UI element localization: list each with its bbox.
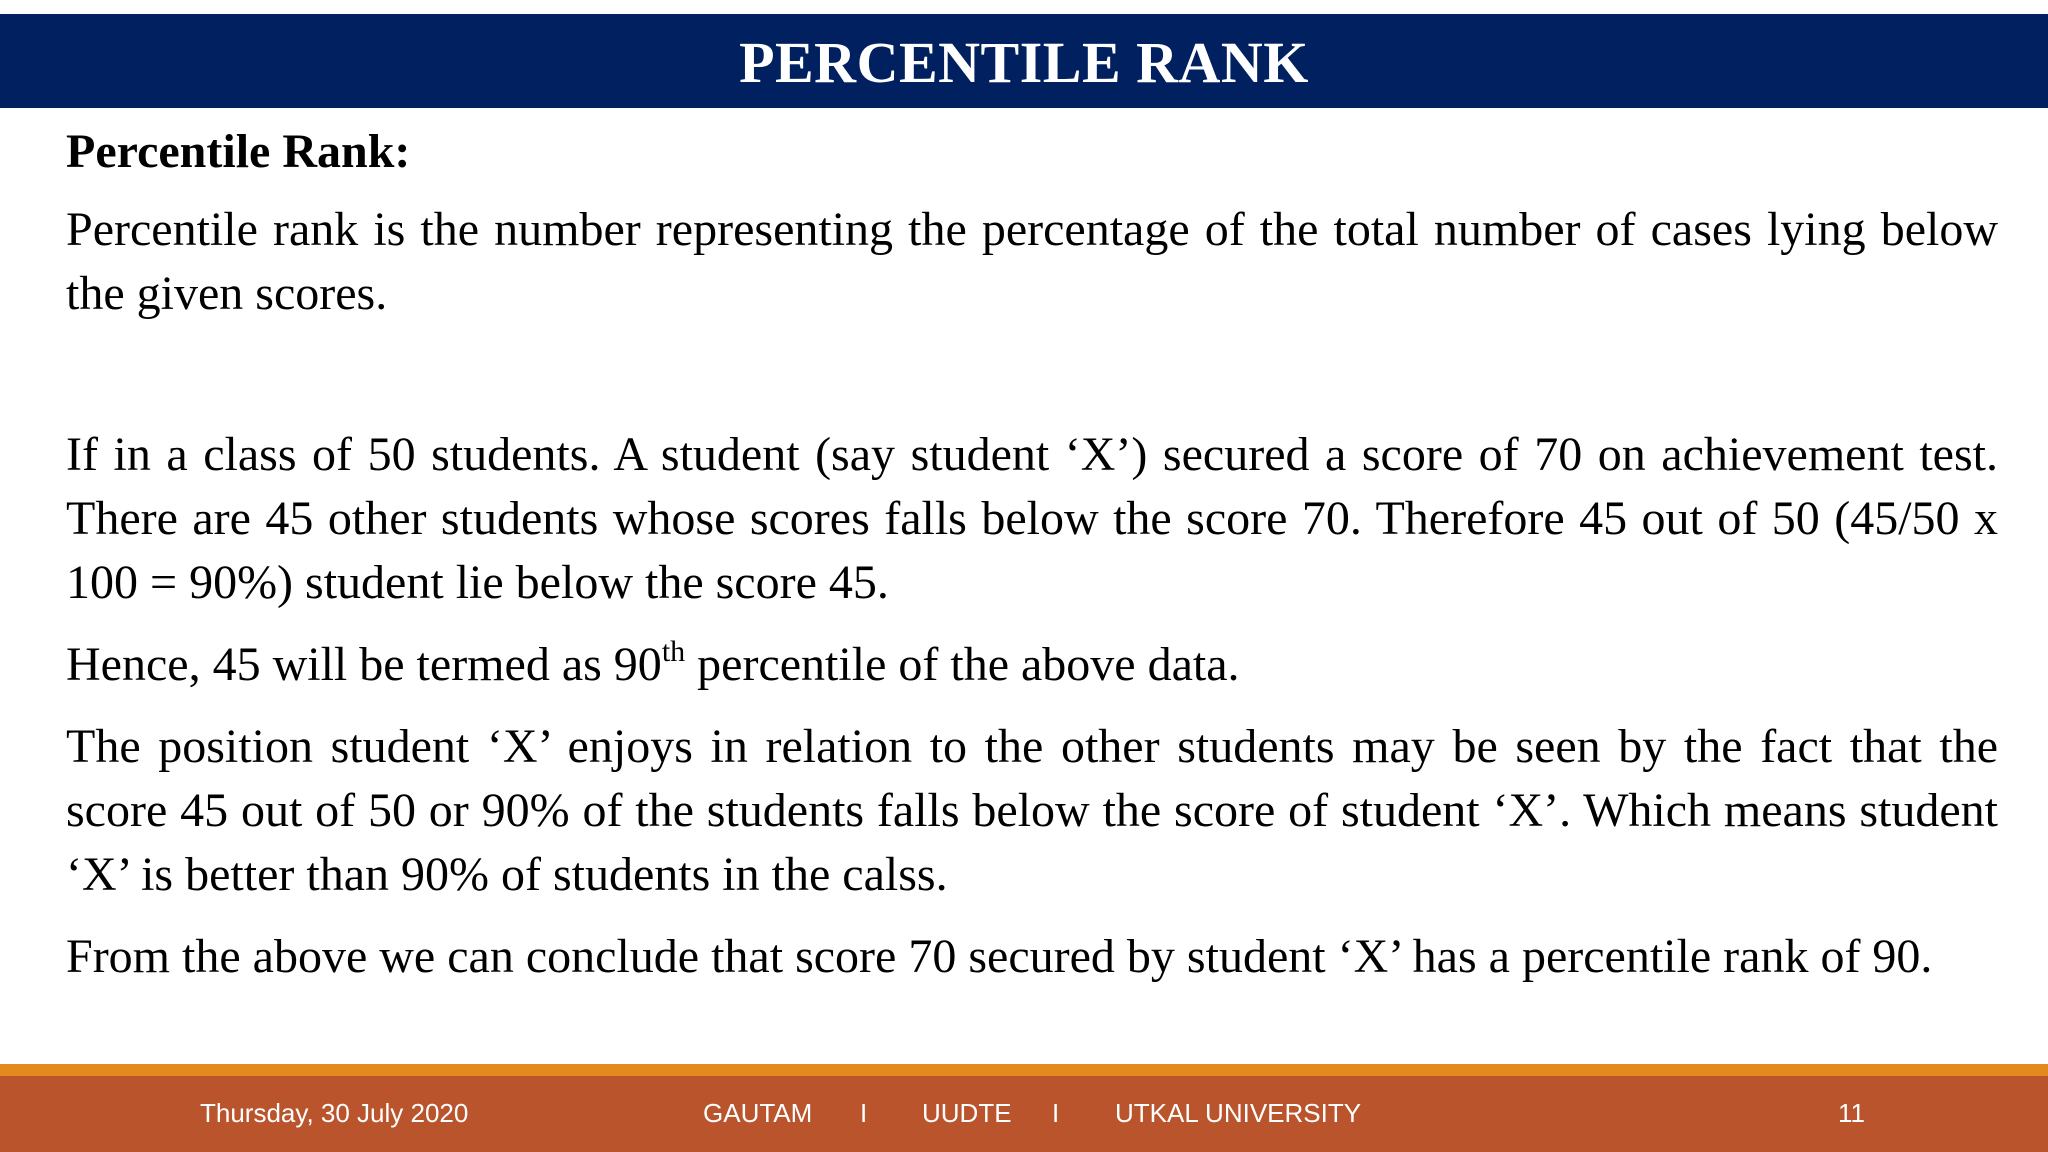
footer-separator: I <box>1052 1098 1060 1128</box>
footer-author: GAUTAM <box>703 1098 813 1128</box>
example-paragraph: If in a class of 50 students. A student (say student ‘X’) secured a score of 70 on achievement test. There are 45 other students whose scores falls below the score 70. Therefore 45 out of 50 (45/50 x 100 = 90%) student lie below the score 45. <box>66 428 1998 609</box>
slide-title: PERCENTILE RANK <box>739 30 1309 95</box>
hence-text-end: percentile of the above data. <box>685 638 1240 691</box>
footer-date: Thursday, 30 July 2020 <box>200 1098 469 1128</box>
footer-department: UUDTE <box>922 1098 1012 1128</box>
slide-body <box>66 120 1998 1007</box>
section-heading: Percentile Rank: <box>66 125 411 178</box>
footer-accent-line <box>0 1064 2048 1076</box>
conclusion-paragraph: From the above we can conclude that score 70 secured by student ‘X’ has a percentile rank of 90. <box>66 930 1933 983</box>
hence-text-start: Hence, 45 will be termed as 90 <box>66 638 662 691</box>
footer-page-number: 11 <box>1838 1098 1865 1128</box>
title-bar <box>0 14 2048 108</box>
definition-paragraph: Percentile rank is the number representing the percentage of the total number of cases lying below the given scores. <box>66 203 1998 320</box>
footer-bar <box>0 1076 2048 1152</box>
position-paragraph: The position student ‘X’ enjoys in relation to the other students may be seen by the fact that the score 45 out of 50 or 90% of the students falls below the score of student ‘X’. Which means student ‘X’ is better than 90% of students in the calss. <box>66 720 1998 901</box>
footer-university: UTKAL UNIVERSITY <box>1115 1098 1362 1128</box>
ordinal-superscript: th <box>661 635 686 668</box>
footer-separator: I <box>860 1098 868 1128</box>
hence-paragraph <box>66 633 1998 697</box>
